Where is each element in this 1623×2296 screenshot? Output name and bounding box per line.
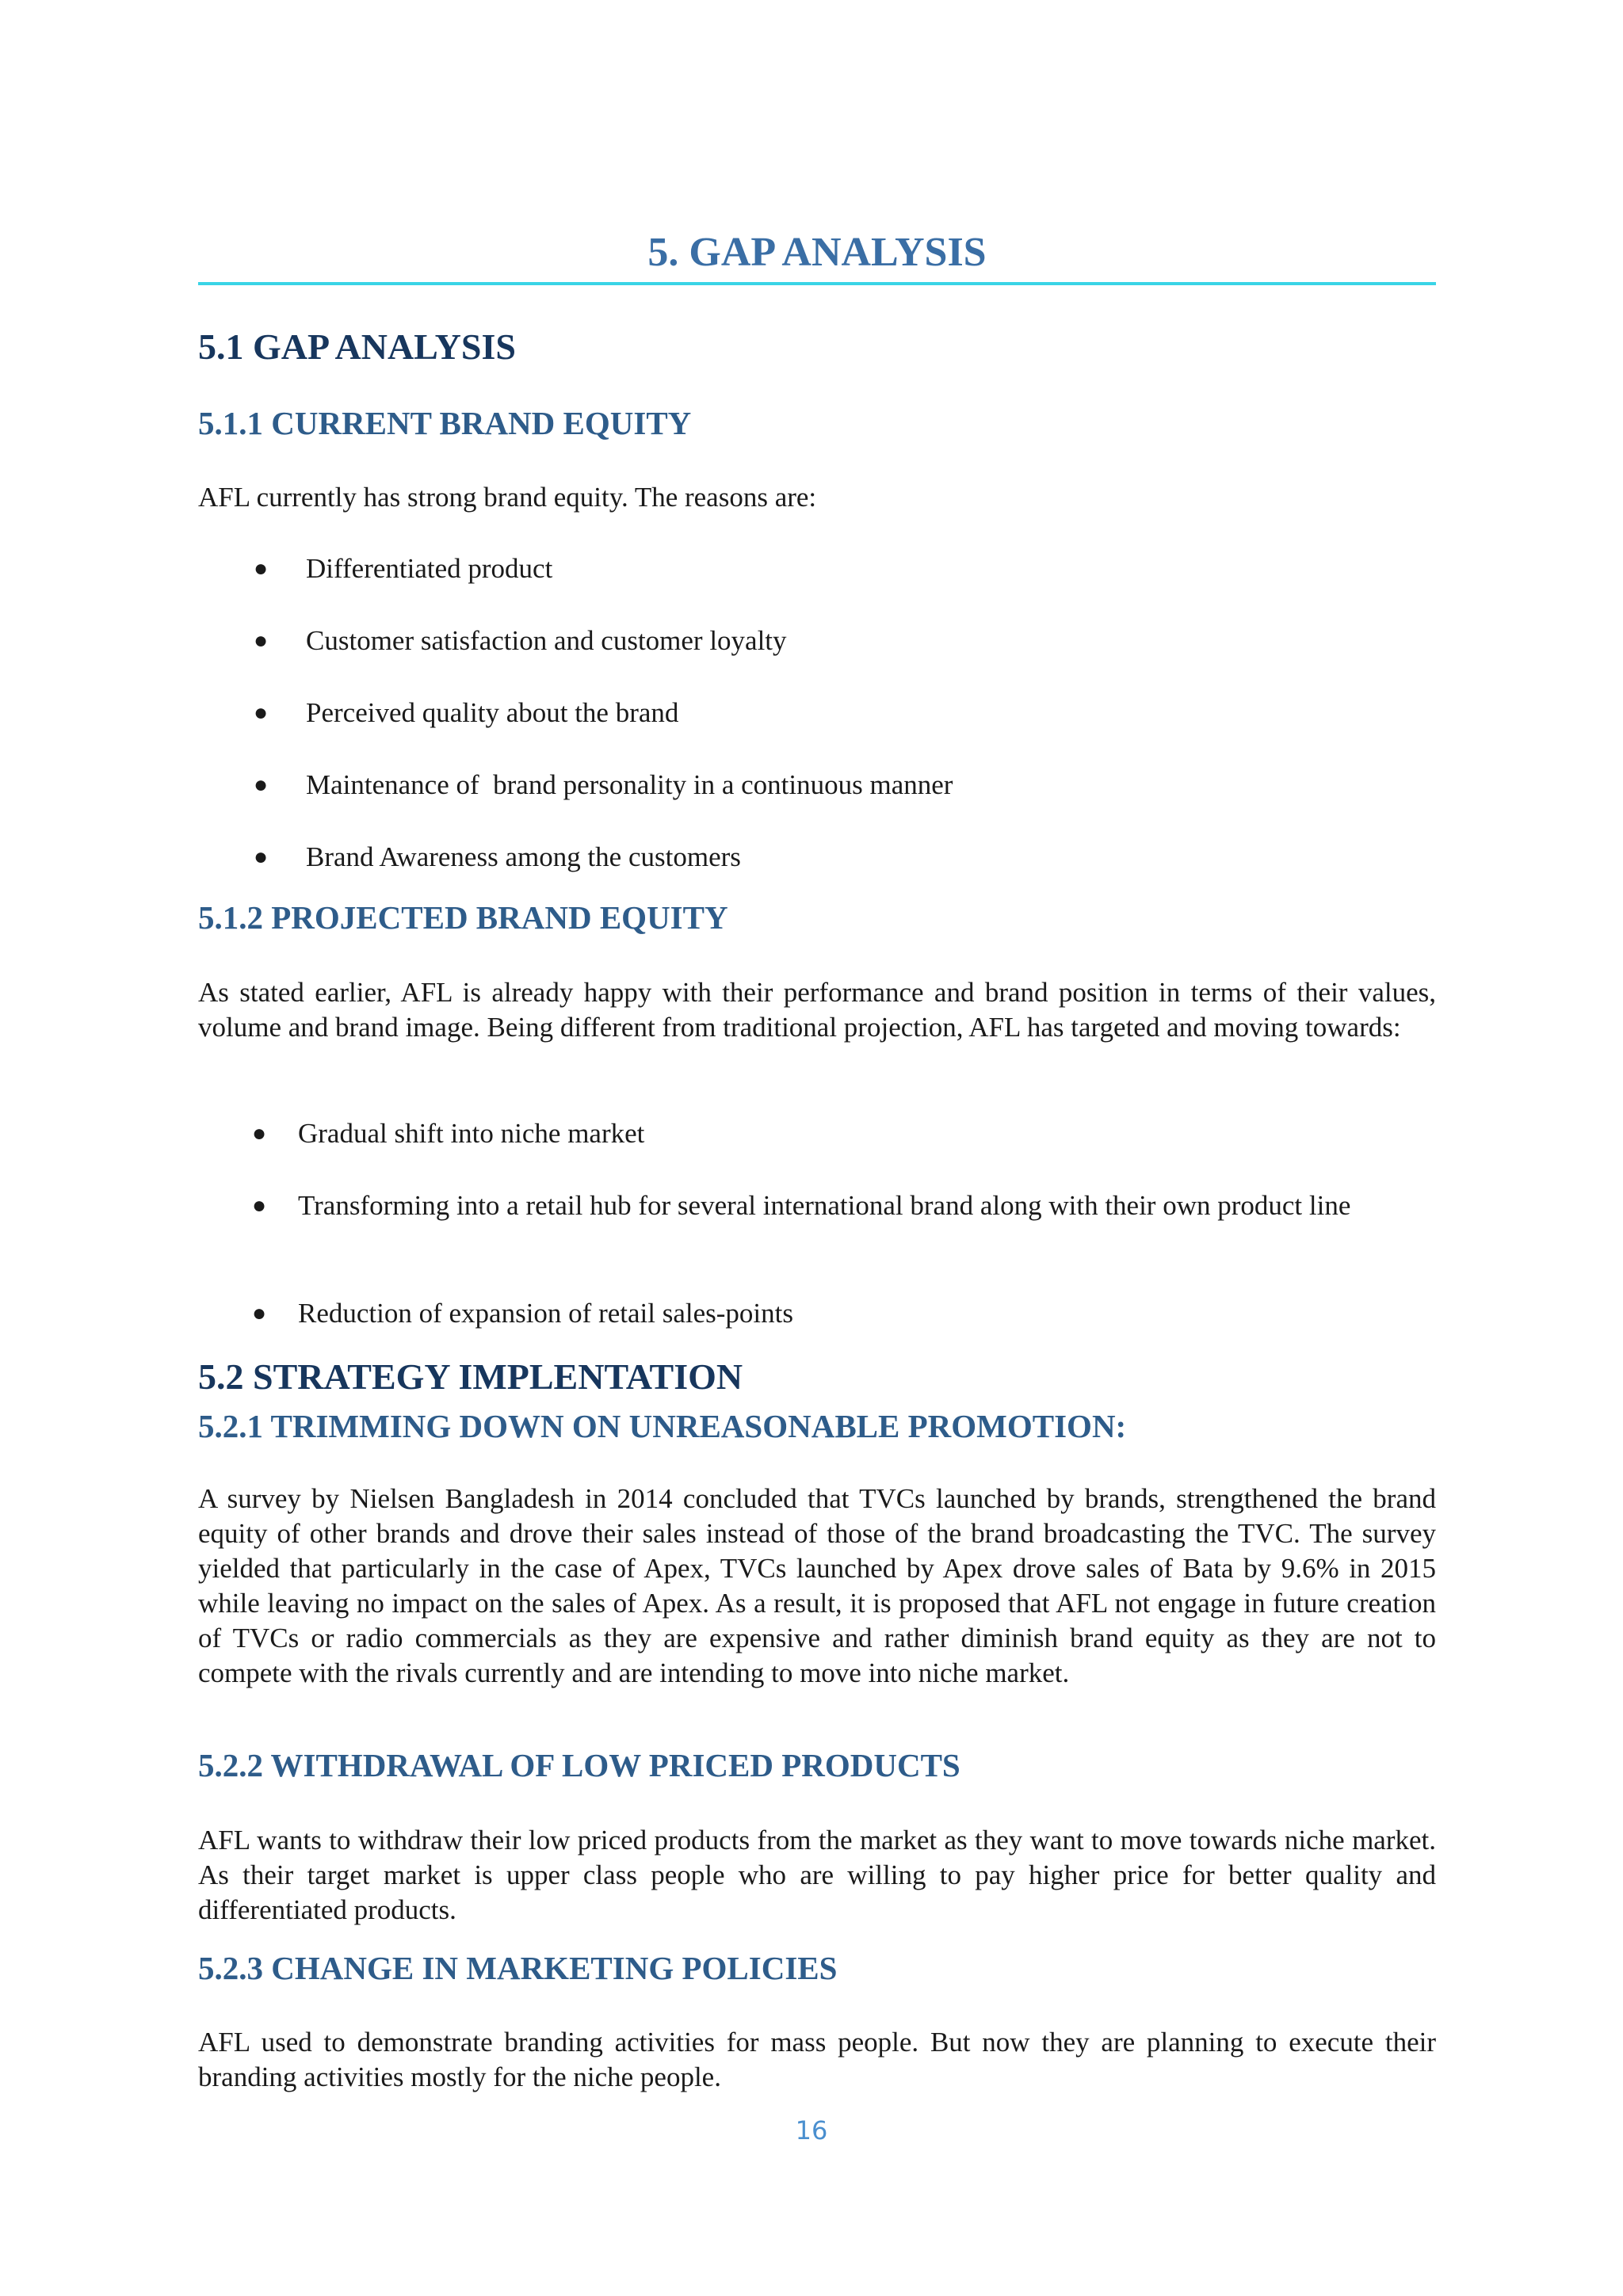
document-page: 5. GAP ANALYSIS 5.1 GAP ANALYSIS 5.1.1 CURRENT BRAND EQUITY AFL currently has strong brand equity. The reasons are: ● Differentiated product ● Customer satisfaction and customer loyalty ● Perceived quality about the brand ● Maintenance of brand personality in a continuous manner ● Brand Awareness among the customers 5.1.2 PROJECTED BRAND EQUITY As stated earlier, AFL is already happy with their performance and brand position in terms of their values, volume and brand image. Being different from traditional projection, AFL has targeted and moving towards: ● Gradual shift into niche market ● Transforming into a retail hub for several international brand along with their own product line ● Reduction of expansion of retail sales-points 5.2 STRATEGY IMPLENTATION 5.2.1 TRIMMING DOWN ON UNREASONABLE PROMOTION: A survey by Nielsen Bangladesh in 2014 concluded that TVCs launched by brands, strengthened the brand equity of other brands and drove their sales instead of those of the brand broadcasting the TVC. The survey yielded that particularly in the case of Apex, TVCs launched by Apex drove sales of Bata by 9.6% in 2015 while leaving no impact on the sales of Apex. As a result, it is proposed that AFL not engage in future creation of TVCs or radio commercials as they are expensive and rather diminish brand equity as they are not to compete with the rivals currently and are intending to move into niche market. 5.2.2 WITHDRAWAL OF LOW PRICED PRODUCTS AFL wants to withdraw their low priced products from the market as they want to move towards niche market. As their target market is upper class people who are willing to pay higher price for better quality and differentiated products. 5.2.3 CHANGE IN MARKETING POLICIES AFL used to demonstrate branding activities for mass people. But now they are planning to execute their branding activities mostly for the niche people. 16 (0, 0, 1623, 2296)
section-heading-5-1-1: 5.1.1 CURRENT BRAND EQUITY (198, 405, 692, 441)
section-heading-5-2-3: 5.2.3 CHANGE IN MARKETING POLICIES (198, 1950, 838, 1986)
bullet-icon: ● (252, 1300, 267, 1326)
chapter-title: 5. GAP ANALYSIS (647, 230, 987, 275)
marketing-policies-body: AFL used to demonstrate branding activities for mass people. But now they are planning to execute their branding activities mostly for the niche people. (198, 2027, 1436, 2092)
section-heading-5-1: 5.1 GAP ANALYSIS (198, 326, 516, 367)
section-heading-5-1-2: 5.1.2 PROJECTED BRAND EQUITY (198, 899, 728, 936)
trimming-promotion-body: A survey by Nielsen Bangladesh in 2014 concluded that TVCs launched by brands, strengthened the brand equity of other brands and drove their sales instead of those of the brand broadcasting the TVC. The survey yielded that particularly in the case of Apex, TVCs launched by Apex drove sales of Bata by 9.6% in 2015 while leaving no impact on the sales of Apex. As a result, it is proposed that AFL not engage in future creation of TVCs or radio commercials as they are expensive and rather diminish brand equity as they are not to compete with the rivals currently and are intending to move into niche market. (198, 1483, 1436, 1688)
bullet-icon: ● (252, 1192, 267, 1219)
current-brand-equity-intro: AFL currently has strong brand equity. The reasons are: (198, 482, 817, 513)
section-heading-5-2-1: 5.2.1 TRIMMING DOWN ON UNREASONABLE PROMOTION: (198, 1408, 1127, 1444)
projected-brand-equity-intro: As stated earlier, AFL is already happy with their performance and brand position in terms of their values, volume and brand image. Being different from traditional projection, AFL has targeted and moving towards: (198, 977, 1436, 1043)
withdrawal-low-priced-body: AFL wants to withdraw their low priced products from the market as they want to move towards niche market. As their target market is upper class people who are willing to pay higher price for better quality and differentiated products. (198, 1825, 1436, 1925)
bullet-icon: ● (254, 627, 269, 654)
bullet-icon: ● (252, 1120, 267, 1146)
chapter-title-rule (198, 282, 1436, 285)
bullet-icon: ● (254, 772, 269, 798)
section-heading-5-2-2: 5.2.2 WITHDRAWAL OF LOW PRICED PRODUCTS (198, 1747, 960, 1783)
bullet-icon: ● (254, 844, 269, 870)
page-number: 16 (795, 2115, 828, 2145)
bullet-icon: ● (254, 555, 269, 582)
bullet-icon: ● (254, 700, 269, 726)
section-heading-5-2: 5.2 STRATEGY IMPLENTATION (198, 1356, 743, 1397)
